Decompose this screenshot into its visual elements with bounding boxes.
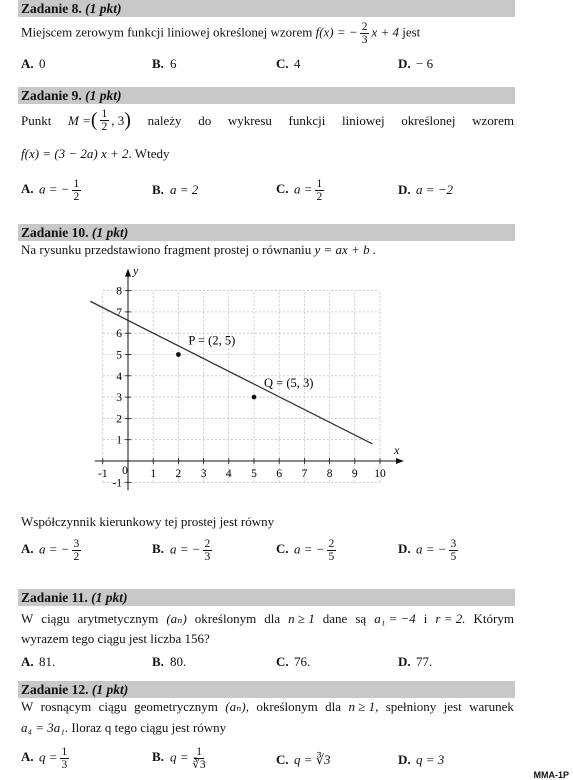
task-8-text-end: jest [402,24,421,40]
y-axis-arrow [125,269,131,277]
task-9-question-line1: Punkt M = ( $\frac{1}{2}$ , 3 ) należy do wykresu funkcji liniowej określonej wzorem [21,108,514,133]
x-tick-label: 3 [200,468,207,480]
series-line [90,301,372,444]
x-tick-label: 1 [150,468,157,480]
x-tick-label: 0 [122,465,128,477]
point-p-label: P = (2, 5) [188,333,236,348]
task-8-fraction: $\frac{2}{3}$ [361,21,368,46]
task-10-option-a[interactable]: A. a = − $\frac{3}{2}$ [21,538,80,563]
task-10-question: Na rysunku przedstawiono fragment prostej o równaniu y = ax + b . [21,242,377,257]
task-9-option-d[interactable]: D. a = −2 [398,182,454,197]
task-12-option-a[interactable]: A. q = $\frac{1}{3}$ [21,746,68,771]
x-axis-arrow [396,458,404,464]
task-8-title: Zadanie 8. [21,1,82,16]
task-9-question-line2: f(x) = (3 − 2a) x + 2. Wtedy [21,146,170,161]
x-axis-label: x [394,443,400,457]
task-12-option-c[interactable]: C. q = ∛3 [276,752,331,767]
x-tick-label: 9 [351,468,358,480]
y-axis-label: y [133,265,139,278]
task-10-option-d[interactable]: D. a = − $\frac{3}{5}$ [398,538,457,563]
x-tick-label: 7 [301,468,308,480]
task-12-points: (1 pkt) [91,682,129,697]
x-tick-label: 8 [326,468,333,480]
y-tick-label: 5 [116,349,122,362]
y-tick-label: 2 [116,413,122,426]
task-11-question-line1: W ciągu arytmetycznym (aₙ) określonym dla n ≥ 1 dane są a₁ = −4 i r = 2. Którym [21,611,514,626]
task-9-title: Zadanie 9. [21,88,82,103]
task-11-points: (1 pkt) [91,590,128,605]
task-8-option-b[interactable]: B. 6 [152,56,177,71]
y-tick-label: 3 [116,392,122,405]
task-9-option-b[interactable]: B. a = 2 [152,182,199,197]
task-12-question-line2: a₄ = 3a₁. Iloraz q tego ciągu jest równy [21,720,227,735]
task-8-question [21,21,420,46]
y-tick-label: 7 [116,306,122,319]
y-tick-label: 4 [116,370,122,383]
line-chart [85,265,425,495]
y-tick-label: 6 [116,328,122,341]
task-10-points: (1 pkt) [91,225,129,240]
task-11-header [18,589,515,606]
y-tick-label: 8 [116,285,122,298]
x-tick-label: 6 [276,468,283,480]
task-11-option-b[interactable]: B. 80. [152,654,187,669]
y-tick-label: 1 [116,434,122,447]
task-9-option-c[interactable]: C. a = $\frac{1}{2}$ [276,178,323,203]
task-12-option-b[interactable]: B. q = $\frac{1}{∛3}$ [152,746,206,771]
task-8-option-a[interactable]: A. 0 [21,56,46,71]
point-q [252,395,257,400]
task-12-title: Zadanie 12. [21,682,89,697]
task-11-option-c[interactable]: C. 76. [276,654,311,669]
point-q-label: Q = (5, 3) [264,376,314,391]
task-11-option-a[interactable]: A. 81. [21,654,56,669]
point-p [176,352,181,357]
task-11-title: Zadanie 11. [21,590,88,605]
task-9-header [18,87,515,104]
task-10-subquestion: Współczynnik kierunkowy tej prostej jest równy [21,514,275,529]
task-8-option-d[interactable]: D. − 6 [398,56,434,71]
x-tick-label: 2 [175,468,182,480]
footer-code: MMA-1P [533,770,569,780]
task-9-point-m: M = ( $\frac{1}{2}$ , 3 ) [68,108,131,133]
task-10-option-c[interactable]: C. a = − $\frac{2}{5}$ [276,538,335,563]
task-8-header [18,0,515,17]
x-tick-label: 4 [225,468,232,480]
task-9-points: (1 pkt) [85,88,122,103]
task-10-header [18,224,515,241]
x-tick-label: 5 [251,468,257,480]
y-tick-label: -1 [112,477,122,490]
task-11-option-d[interactable]: D. 77. [398,654,433,669]
x-tick-label: -1 [98,468,108,480]
task-10-equation: y = ax + b . [314,242,377,257]
x-tick-label: 10 [374,468,386,480]
task-8-text: Miejscem zerowym funkcji liniowej określonej wzorem [21,24,313,40]
task-9-formula: f(x) = (3 − 2a) x + 2 [21,146,129,161]
task-12-option-d[interactable]: D. q = 3 [398,752,445,767]
task-8-formula-lhs: f(x) = − [315,24,358,40]
task-9-option-a[interactable]: A. a = − $\frac{1}{2}$ [21,178,80,203]
task-8-formula-rhs: x + 4 [371,24,399,40]
task-10-option-b[interactable]: B. a = − $\frac{2}{3}$ [152,538,211,563]
task-8-option-c[interactable]: C. 4 [276,56,301,71]
task-12-question-line1: W rosnącym ciągu geometrycznym (aₙ), określonym dla n ≥ 1, spełniony jest warunek [21,699,514,714]
task-8-points: (1 pkt) [85,1,122,16]
task-11-question-line2: wyrazem tego ciągu jest liczba 156? [21,631,210,646]
task-10-title: Zadanie 10. [21,225,89,240]
task-12-header [18,681,515,698]
